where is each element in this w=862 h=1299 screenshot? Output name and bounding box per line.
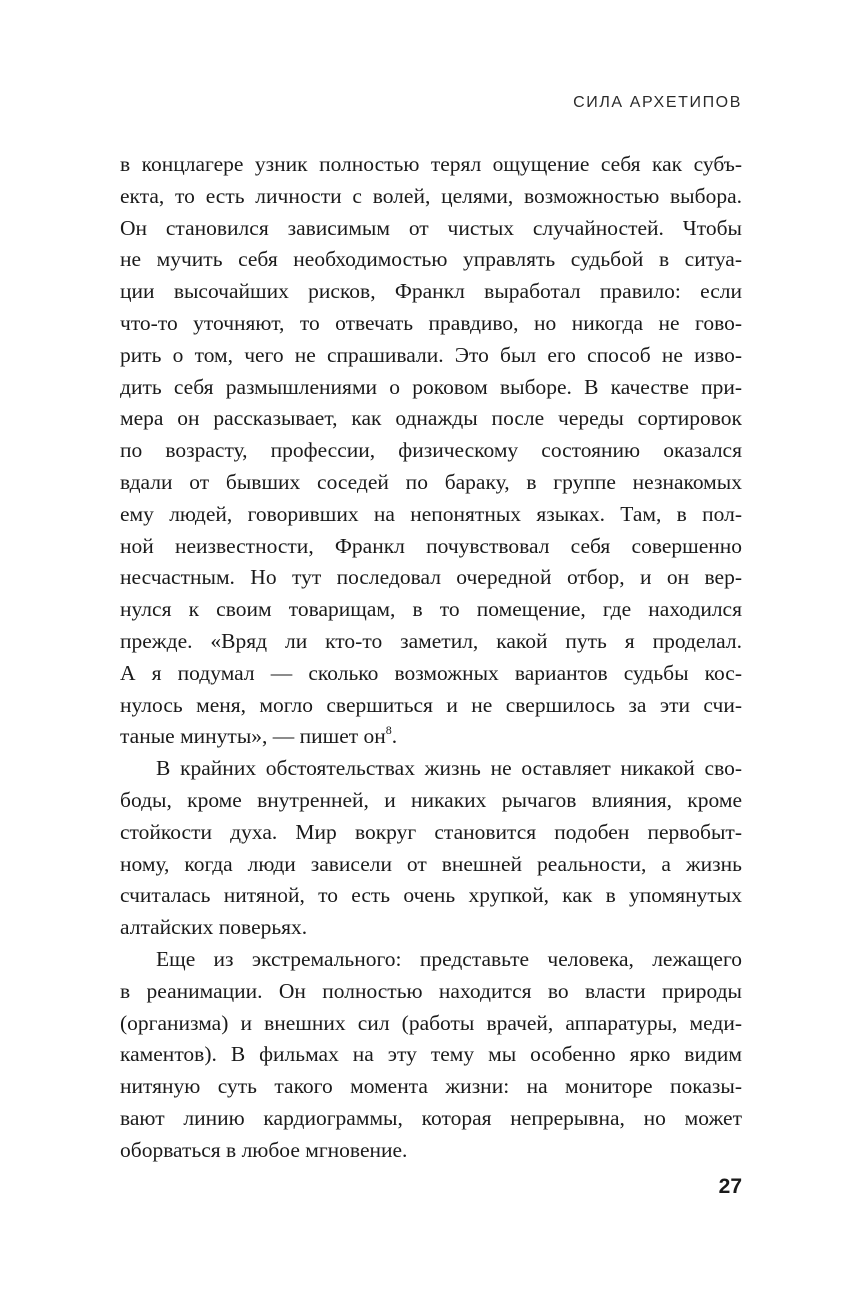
text-line: в реанимации. Он полностью находится во власти природы [120,978,742,1003]
text-line: каментов). В фильмах на эту тему мы особенно ярко видим [120,1042,742,1067]
text-line: нулся к своим товарищам, в то помещение, где находился [120,597,742,622]
running-head: СИЛА АРХЕТИПОВ [573,94,742,111]
text-line: боды, кроме внутренней, и никаких рычагов влияния, кроме [120,787,742,812]
text-line-segment: таные минуты», — пишет он [120,724,386,749]
paragraph [120,753,742,944]
text-line: Еще из экстремального: представьте человека, лежащего [156,946,742,971]
text-line: (организма) и внешних сил (работы врачей, аппаратуры, меди- [120,1010,742,1035]
paragraph [120,149,742,753]
text-line: мера он рассказывает, как однажды после череды сортировок [120,406,742,431]
paragraph [120,944,742,1167]
text-line: ной неизвестности, Франкл почувствовал себя совершенно [120,533,742,558]
text-line: А я подумал — сколько возможных вариантов судьбы кос- [120,660,742,685]
text-line: нитяную суть такого момента жизни: на мониторе показы- [120,1074,742,1099]
text-line: рить о том, чего не спрашивали. Это был его способ не изво- [120,342,742,367]
text-line: вают линию кардиограммы, которая непрерывна, но может [120,1105,742,1130]
text-line: стойкости духа. Мир вокруг становится подобен первобыт- [120,819,742,844]
text-line: что-то уточняют, то отвечать правдиво, но никогда не гово- [120,310,742,335]
text-line: прежде. «Вряд ли кто-то заметил, какой путь я проделал. [120,628,742,653]
text-line: по возрасту, профессии, физическому состоянию оказался [120,438,742,463]
text-line: вдали от бывших соседей по бараку, в группе незнакомых [120,469,742,494]
text-line: дить себя размышлениями о роковом выборе. В качестве при- [120,374,742,399]
text-line: оборваться в любое мгновение. [120,1137,408,1162]
text-line-segment: . [391,724,398,749]
text-line [120,721,742,753]
text-line: не мучить себя необходимостью управлять судьбой в ситуа- [120,247,742,272]
text-line: В крайних обстоятельствах жизнь не оставляет никакой сво- [156,756,742,781]
text-line: ции высочайших рисков, Франкл выработал правило: если [120,279,742,304]
text-line: алтайских поверьях. [120,915,308,940]
text-line: ному, когда люди зависели от внешней реальности, а жизнь [120,851,742,876]
text-line: несчастным. Но тут последовал очередной отбор, и он вер- [120,565,742,590]
page-number: 27 [718,1175,742,1198]
body-text [120,149,742,1167]
text-line: екта, то есть личности с волей, целями, возможностью выбора. [120,183,742,208]
text-line: нулось меня, могло свершиться и не свершилось за эти счи- [120,692,742,717]
text-line: Он становился зависимым от чистых случайностей. Чтобы [120,215,742,240]
text-line: ему людей, говоривших на непонятных языках. Там, в пол- [120,501,742,526]
footnote-reference[interactable]: 8 [385,723,392,738]
text-line: в концлагере узник полностью терял ощущение себя как субъ- [120,152,742,176]
text-line: считалась нитяной, то есть очень хрупкой, как в упомянутых [120,883,742,908]
